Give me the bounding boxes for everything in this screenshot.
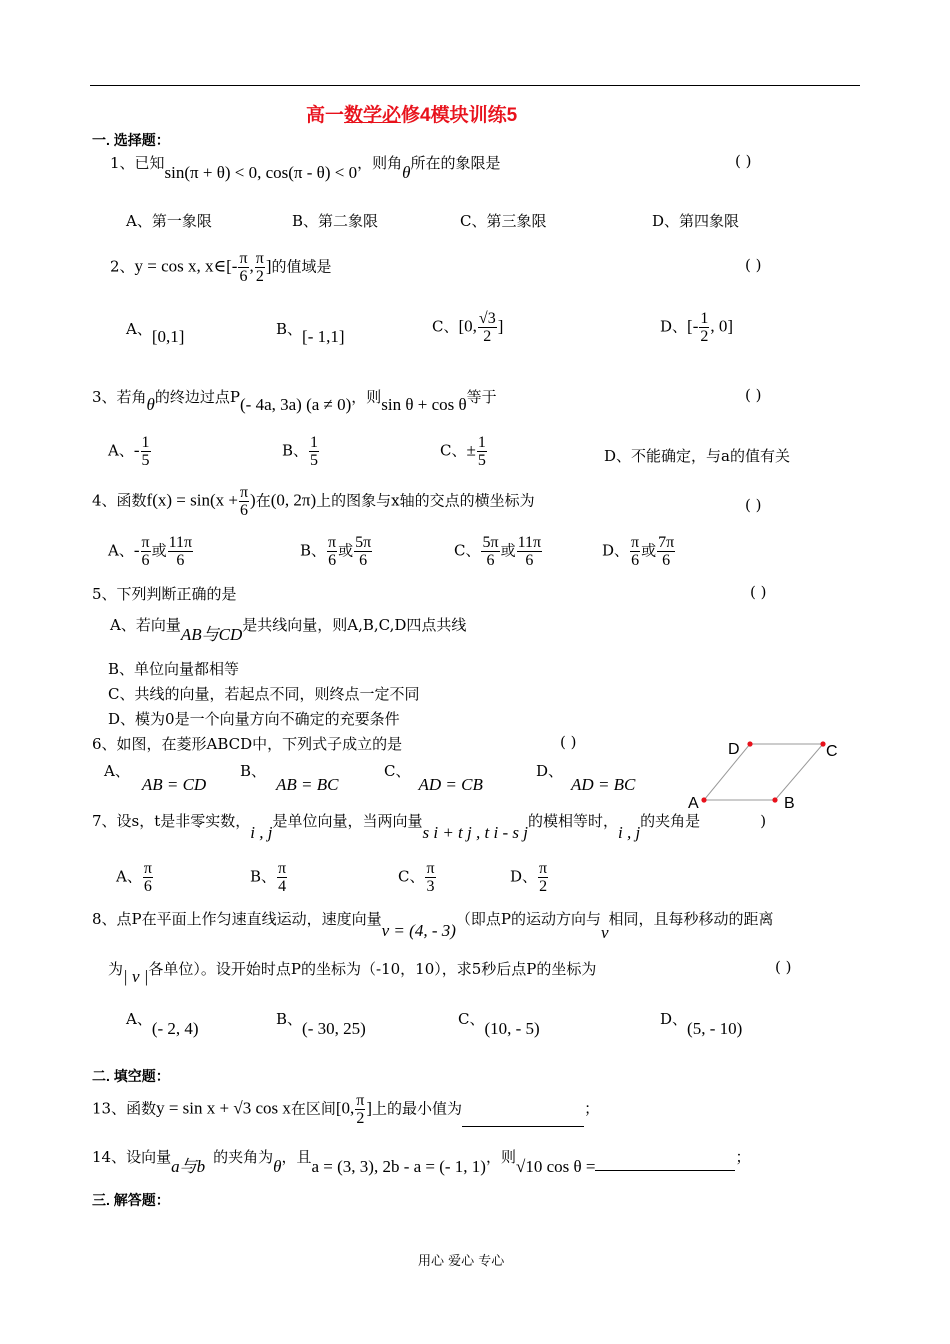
top-rule	[90, 85, 860, 86]
section-solution-heading: 三. 解答题：	[92, 1192, 170, 1208]
question-1: 1、已知sin(π + θ) < 0, cos(π - θ) < 0，则角θ所在的象限是	[110, 154, 501, 182]
question-13: 13、函数y = sin x + √3 cos x在区间[0, $\frac{\pi}{2}$ ]上的最小值为 ；	[92, 1092, 600, 1127]
q3-option-c: C、± $\frac{1}{5}$	[440, 434, 486, 469]
answer-paren-1: ( )	[735, 152, 752, 170]
rhombus-figure	[680, 730, 850, 820]
label-d: D	[728, 741, 740, 758]
q5-option-a: A、若向量AB与CD是共线向量，则A,B,C,D四点共线	[110, 616, 467, 644]
q3-option-a: A、- $\frac{1}{5}$	[108, 434, 150, 469]
q1-option-a: A、第一象限	[126, 212, 212, 230]
question-3: 3、若角θ的终边过点P(- 4a, 3a) (a ≠ 0)，则sin θ + cos θ等于	[92, 388, 497, 414]
label-c: C	[826, 743, 838, 760]
answer-paren-3: ( )	[745, 386, 762, 404]
rhombus-outline	[704, 744, 823, 800]
q1-option-b: B、第二象限	[292, 212, 379, 230]
q14-answer-blank[interactable]	[595, 1170, 735, 1171]
q6-option-b: B、AB = BC	[240, 762, 339, 794]
answer-paren-2: ( )	[745, 256, 762, 274]
q7-option-a: A、 $\frac{\pi}{6}$	[116, 860, 152, 895]
q5-option-d: D、模为0是一个向量方向不确定的充要条件	[108, 710, 400, 728]
question-5: 5、下列判断正确的是	[92, 585, 237, 603]
q8-option-d: D、(5, - 10)	[660, 1010, 743, 1038]
q13-answer-blank[interactable]	[462, 1126, 584, 1127]
question-2: 2、y = cos x, x∈[- $\frac{\pi}{6}$ , $\frac{\pi}{2}$ ]的值域是	[110, 250, 332, 285]
q7-option-b: B、 $\frac{\pi}{4}$	[250, 860, 287, 895]
q4-option-a: A、- $\frac{\pi}{6}$ 或 $\frac{11\pi}{6}$	[108, 534, 193, 569]
question-6: 6、如图，在菱形ABCD中，下列式子成立的是	[92, 735, 403, 753]
q8-option-c: C、(10, - 5)	[458, 1010, 540, 1038]
question-8-line-2: 为| v |各单位）。设开始时点P的坐标为（-10，10），求5秒后点P的坐标为	[108, 960, 597, 986]
vertex-d-dot	[747, 741, 752, 746]
question-8: 8、点P在平面上作匀速直线运动，速度向量v = (4, - 3)（即点P的运动方向与v相同，且每秒移动的距离	[92, 910, 774, 942]
answer-paren-4: ( )	[745, 496, 762, 514]
question-4: 4、函数f(x) = sin(x + $\frac{\pi}{6}$ )在(0, 2π)上的图象与x轴的交点的横坐标为	[92, 484, 535, 519]
q5-option-b: B、单位向量都相等	[108, 660, 240, 678]
q2-option-a: A、[0,1]	[126, 320, 185, 346]
label-a: A	[688, 795, 699, 812]
q1-option-c: C、第三象限	[460, 212, 547, 230]
q6-option-d: D、AD = BC	[536, 762, 636, 794]
vertex-a-dot	[701, 797, 706, 802]
q1-option-d: D、第四象限	[652, 212, 740, 230]
q2-option-b: B、[- 1,1]	[276, 320, 345, 346]
section-choice-heading: 一. 选择题：	[92, 132, 170, 148]
q4-option-b: B、 $\frac{\pi}{6}$ 或 $\frac{5\pi}{6}$	[300, 534, 372, 569]
q6-option-c: C、AD = CB	[384, 762, 483, 794]
q4-option-d: D、 $\frac{\pi}{6}$ 或 $\frac{7\pi}{6}$	[602, 534, 675, 569]
q3-option-d: D、不能确定，与a的值有关	[604, 447, 790, 465]
q7-option-c: C、 $\frac{\pi}{3}$	[398, 860, 435, 895]
page-footer: 用心 爱心 专心	[418, 1254, 505, 1269]
q8-option-b: B、(- 30, 25)	[276, 1010, 366, 1038]
q7-option-d: D、 $\frac{\pi}{2}$	[510, 860, 548, 895]
q8-option-a: A、(- 2, 4)	[126, 1010, 199, 1038]
q2-option-d: D、[- $\frac{1}{2}$ , 0]	[660, 310, 734, 345]
q5-option-c: C、共线的向量，若起点不同，则终点一定不同	[108, 685, 420, 703]
answer-paren-8: ( )	[775, 958, 792, 976]
vertex-c-dot	[820, 741, 825, 746]
vertex-b-dot	[772, 797, 777, 802]
answer-paren-5: ( )	[750, 583, 767, 601]
page-title: 高一数学必修4模块训练5	[306, 105, 518, 126]
q3-option-b: B、 $\frac{1}{5}$	[282, 434, 319, 469]
q4-option-c: C、 $\frac{5\pi}{6}$ 或 $\frac{11\pi}{6}$	[454, 534, 542, 569]
question-14: 14、设向量a与b 的夹角为θ，且a = (3, 3), 2b - a = (- 1, 1)，则√10 cos θ = ；	[92, 1148, 751, 1176]
q2-option-c: C、[0, $\frac{√3}{2}$ ]	[432, 310, 504, 345]
q6-option-a: A、AB = CD	[104, 762, 207, 794]
question-7: 7、设s，t是非零实数，i , j是单位向量，当两向量s i + t j , t i - s j的模相等时，i , j的夹角是 )	[92, 812, 767, 842]
section-fill-heading: 二. 填空题：	[92, 1068, 170, 1084]
answer-paren-6: ( )	[560, 733, 577, 751]
label-b: B	[784, 795, 795, 812]
